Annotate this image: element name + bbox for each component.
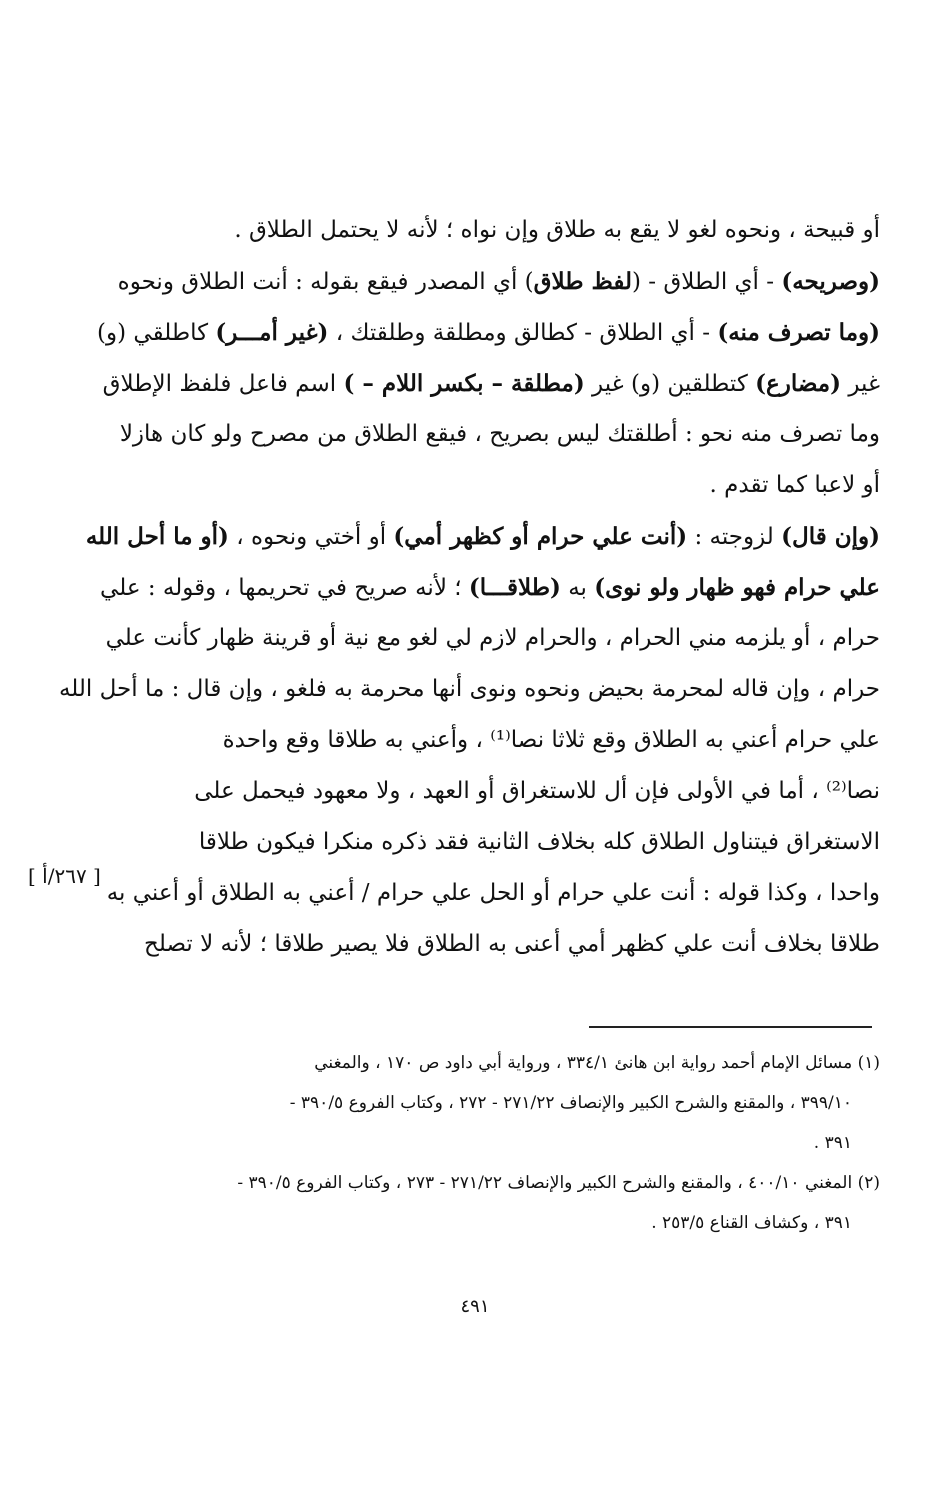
text-segment: غير <box>841 371 880 397</box>
footnote-line: ٣٩١ . <box>813 1133 852 1153</box>
text-segment: حرام ، وإن قاله لمحرمة بحيض ونحوه ونوى أنها محرمة به فلغو ، وإن قال : ما أحل الله <box>58 676 880 702</box>
text-line <box>85 511 880 562</box>
matn-bold-text: (أنت علي حرام أو كظهر أمي) <box>393 523 688 550</box>
text-line <box>120 409 880 460</box>
text-segment: ، وأعني به طلاقا وقع واحدة <box>222 727 491 753</box>
matn-bold-text: (أو ما أحل الله <box>85 523 229 550</box>
text-line <box>120 817 880 868</box>
footnote-marker: ⁽¹⁾ <box>490 727 511 753</box>
footnote-line: ٣٩١ ، وكشاف القناع ٢٥٣/٥ . <box>651 1213 852 1233</box>
text-segment: به <box>560 575 595 601</box>
text-segment: أو قبيحة ، ونحوه لغو لا يقع به طلاق وإن نواه ؛ لأنه لا يحتمل الطلاق . <box>234 217 880 243</box>
text-segment: لزوجته : <box>687 524 782 550</box>
text-line <box>100 562 880 613</box>
text-segment: - أي الطلاق - كطالق ومطلقة وطلقتك ، <box>328 320 718 346</box>
text-line <box>120 715 880 766</box>
footnotes <box>120 1043 880 1243</box>
footnote-separator <box>589 1026 872 1028</box>
text-segment: علي حرام أعني به الطلاق وقع ثلاثا نصا <box>510 727 880 753</box>
matn-bold-text: (وصريحه) <box>781 268 880 295</box>
text-line <box>120 205 880 256</box>
text-segment: واحدا ، وكذا قوله : أنت علي حرام أو الحل علي حرام / أعني به الطلاق أو أعني به <box>106 880 880 906</box>
text-segment: حرام ، أو يلزمه مني الحرام ، والحرام لازم لي لغو مع نية أو قرينة ظهار كأنت علي <box>105 625 880 651</box>
text-segment: أو أختي ونحوه ، <box>228 524 394 550</box>
text-segment: ، أما في الأولى فإن أل للاستغراق أو العهد ، ولا معهود فيحمل على <box>194 778 827 804</box>
text-segment: - أي الطلاق - ( <box>632 269 782 295</box>
page-number: ٤٩١ <box>460 1296 490 1317</box>
text-segment: كتطلقين (و) غير <box>584 371 756 397</box>
text-segment: الاستغراق فيتناول الطلاق كله بخلاف الثانية فقد ذكره منكرا فيكون طلاقا <box>198 829 880 855</box>
matn-bold-text: (وإن قال) <box>781 523 880 550</box>
text-segment: نصا <box>846 778 880 804</box>
matn-bold-text: لفظ طلاق <box>533 268 633 295</box>
footnote-line: (٢) المغني ٤٠٠/١٠ ، والمقنع والشرح الكبير والإنصاف ٢٧١/٢٢ - ٢٧٣ ، وكتاب الفروع ٣٩٠/٥ - <box>237 1173 880 1193</box>
matn-bold-text: (مطلقة – بكسر اللام – ) <box>343 370 585 397</box>
text-line <box>120 460 880 511</box>
footnote-line: (١) مسائل الإمام أحمد رواية ابن هانئ ٣٣٤/١ ، ورواية أبي داود ص ١٧٠ ، والمغني <box>314 1053 880 1073</box>
text-segment: أو لاعبا كما تقدم . <box>709 472 880 498</box>
text-line <box>105 613 880 664</box>
matn-bold-text: (مضارع) <box>755 370 842 397</box>
text-segment: كاطلقي (و) <box>97 320 216 346</box>
text-segment: طلاقا بخلاف أنت علي كظهر أمي أعنى به الطلاق فلا يصير طلاقا ؛ لأنه لا تصلح <box>144 931 880 957</box>
manuscript-folio-reference: [ ٢٦٧/أ ] <box>28 864 101 888</box>
text-segment: وما تصرف منه نحو : أطلقتك ليس بصريح ، فيقع الطلاق من مصرح ولو كان هازلا <box>119 421 880 447</box>
text-segment: اسم فاعل فلفظ الإطلاق <box>102 371 344 397</box>
text-line <box>120 919 880 970</box>
text-segment: ) أي المصدر فيقع بقوله : أنت الطلاق ونحوه <box>117 269 534 295</box>
matn-bold-text: علي حرام فهو ظهار ولو نوى) <box>594 574 880 601</box>
footnote-marker: ⁽²⁾ <box>826 778 847 804</box>
text-segment: ؛ لأنه صريح في تحريمها ، وقوله : علي <box>100 575 469 601</box>
footnote-line: ٣٩٩/١٠ ، والمقنع والشرح الكبير والإنصاف ٢٧١/٢٢ - ٢٧٢ ، وكتاب الفروع ٣٩٠/٥ - <box>289 1093 852 1113</box>
text-line <box>58 664 880 715</box>
text-line <box>102 358 880 409</box>
text-line <box>117 256 880 307</box>
matn-bold-text: (وما تصرف منه) <box>717 319 880 346</box>
text-line <box>97 307 880 358</box>
matn-bold-text: (طلاقـــا) <box>468 574 561 601</box>
text-line <box>120 766 880 817</box>
matn-bold-text: (غير أمـــر) <box>215 319 329 346</box>
text-line <box>106 868 880 919</box>
